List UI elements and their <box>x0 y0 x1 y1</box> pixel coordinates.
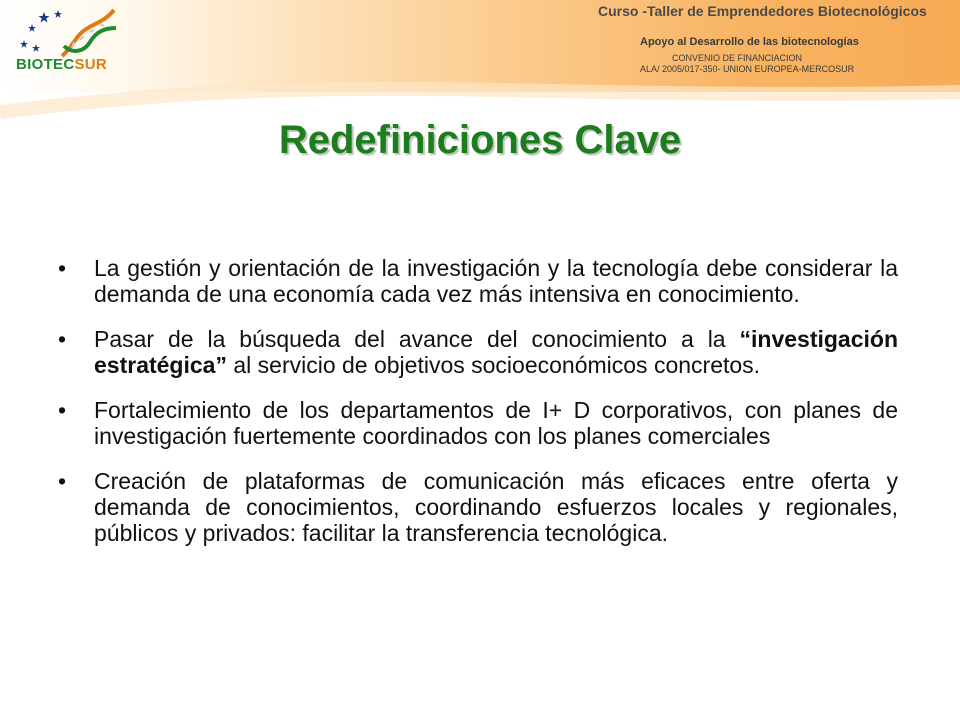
funding-agreement-code: ALA/ 2005/017-350- UNION EUROPEA-MERCOSUR <box>640 64 855 74</box>
course-title: Curso -Taller de Emprendedores Biotecnológicos <box>598 3 927 19</box>
funding-agreement-label: CONVENIO DE FINANCIACION <box>672 53 803 63</box>
bullet-item <box>58 326 898 378</box>
bullet-item <box>58 397 898 449</box>
bullet-text-before: Pasar de la búsqueda del avance del conocimiento a la <box>94 326 740 352</box>
bullet-text: Fortalecimiento de los departamentos de I+ D corporativos, con planes de investigación fuertemente coordinados con los planes comerciales <box>94 397 898 449</box>
logo-wordmark-main: BIOTEC <box>16 56 75 73</box>
support-title: Apoyo al Desarrollo de las biotecnologías <box>640 36 859 48</box>
slide-title: Redefiniciones Clave <box>278 118 682 162</box>
logo-wordmark-accent: SUR <box>74 56 108 73</box>
bullet-marker: • <box>58 326 67 352</box>
bullet-text: La gestión y orientación de la investigación y la tecnología debe considerar la demanda de una economía cada vez más intensiva en conocimiento. <box>94 255 898 307</box>
bullet-item <box>58 468 898 546</box>
bullet-emphasis: “investigación estratégica” <box>94 326 898 378</box>
bullet-marker: • <box>58 468 67 494</box>
bullet-text: Creación de plataformas de comunicación más eficaces entre oferta y demanda de conocimientos, coordinando esfuerzos locales y regionales, públicos y privados: facilitar la transferencia tecnológica. <box>94 468 898 546</box>
logo-wordmark <box>16 56 107 73</box>
bullet-marker: • <box>58 255 67 281</box>
bullet-marker: • <box>58 397 67 423</box>
bullet-list <box>58 255 898 565</box>
bullet-text-after: al servicio de objetivos socioeconómicos concretos. <box>226 352 761 378</box>
bullet-item <box>58 255 898 307</box>
